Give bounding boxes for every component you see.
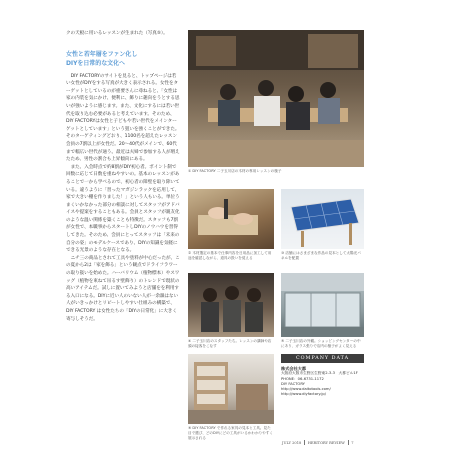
company-data-body bbox=[281, 363, 364, 398]
photo-caption-4: ④ 二子玉川店のスタッフたち。レッスンの講師や店頭の接客をこなす bbox=[188, 339, 272, 348]
photo-caption-1: ① DIY FACTORY 二子玉川店の木材の専用レッスンの様子 bbox=[188, 169, 282, 173]
photo-caption-3: ③ 店舗にはさまざまな作品の見本として太陽光パネルを配置 bbox=[281, 251, 361, 260]
staff-illustration bbox=[188, 273, 274, 337]
photo-caption-6: ⑥ DIY FACTORY で作れる家具の見本と工具。見た目で選び、どのDIYにどの工具がいるかわかりやすく展示される bbox=[188, 426, 273, 440]
page-footer bbox=[282, 440, 372, 445]
photo-caption-5: ⑤ 二子玉川店の外観。ショッピングセンターの中にあり、ガラス張りで店内の様子がよく見える bbox=[281, 339, 361, 348]
company-url-2[interactable]: http://www.diyfactory.jp/ bbox=[281, 392, 326, 397]
section-heading bbox=[66, 50, 180, 68]
footer-page-number: 7 bbox=[351, 440, 354, 445]
footer-divider bbox=[348, 440, 349, 445]
footer-magazine: HERITORY REVIEW bbox=[307, 440, 345, 445]
company-name: 株式会社大都 bbox=[281, 366, 307, 371]
photo-caption-2: ② 木材選定の基本で仕事内容を日用品に加工して用途を確認しながら、道具の扱いを覚える bbox=[188, 251, 272, 260]
workshop-illustration bbox=[188, 30, 364, 167]
crafting-photo bbox=[188, 189, 274, 249]
storefront-illustration bbox=[281, 273, 364, 337]
crafting-illustration bbox=[188, 189, 274, 249]
company-url-1[interactable]: http://www.daitotools.com/ bbox=[281, 387, 331, 392]
article-paragraph-2: また、入会時点で約8割がDIY初心者。ポイント制で回数に応じて日数を重ねやすいの。基本のレッスンがあることで一から学べるので、初心者の障壁を取り除いている。違うように「習ったマガジンラックを応用して、家で大きい棚を作りました！」という人もいる。単位うまくいかなかった部分の相談に対してスタッフがアドバイスや提案をすることもある。会員とスタッフが親友化のような温い関係を築くことも特徴だ。スタッフも7割が女性で、本職事からスタートしDIYのノウハウを習得してきた。そのため、会員にとってスタッフは「未来の自分の姿」のモデルケースであり、DIYの知識を気軽にできる光景のような存在となる。 bbox=[66, 164, 180, 254]
company-phone: PHONE：06-6731-1172 bbox=[281, 376, 324, 381]
section-heading-text: 女性と若年層をファン化し DIYを日常的な文化へ bbox=[66, 50, 138, 67]
article-paragraph-3: ニチ三の商品とされて工具や塗料が中心だったが、この夏から2は「家を飾る」という観点でドライフラワーの取り扱いを始めた。ハーバリウム（植物標本）やスワッグ（植物を束ねて吊るす壁飾り）のトレンドで現状の高いアイテムだ。試しに置いてみようと店舗をを利用する入口になる。DIYに近い人のいない人が一余韻はない人がいきっかけとリピートしやすい仕組みの構築で、DIY FACTORY は女性たちの「DIYの日常化」に大きく寄与しそうだ。 bbox=[66, 255, 180, 322]
storefront-photo bbox=[281, 273, 364, 337]
company-data-box bbox=[281, 354, 364, 398]
article-column bbox=[66, 30, 180, 323]
solar-panel-photo bbox=[281, 189, 364, 249]
solar-panel-illustration bbox=[281, 189, 364, 249]
furniture-display-illustration bbox=[188, 354, 274, 424]
company-shop-label: DIY FACTORY bbox=[281, 381, 305, 386]
company-address: 大阪府大阪市生野区生野東2-3-3 大都ビル1F bbox=[281, 371, 358, 376]
company-data-header: COMPANY DATA bbox=[281, 354, 364, 363]
staff-photo bbox=[188, 273, 274, 337]
workshop-photo bbox=[188, 30, 364, 167]
footer-issue: JULY 2018 bbox=[282, 440, 302, 445]
article-paragraph-1: DIY FACTORYのサイトを見ると、トップページは若い女性がDIYをする写真が大きく表示される。女性をターゲットとしているのが重要さんに尋ねると、「女性は家の内装を気にかけ、便利に、飾りに趣向をうとする思いが強いように感じます。また、文化にするには若い世代を取り込む必要があると考えています。そのため、DIY FACTORYは女性と子どもや若い世代をメインターゲットとしています」という狙いを強くことができた。そのターゲティングどおり、1100名を超えたレッスン会員の7割以上が女性だ。20〜40代がメインで、60代まで幅広い世代が通う。最近は夫婦で参加する人が増えたため、男性の割合も上昇傾向にある。 bbox=[66, 73, 180, 163]
footer-divider bbox=[304, 440, 305, 445]
furniture-display-photo bbox=[188, 354, 274, 424]
article-intro: クの天板に用いるレッスンが生まれた（写真⑤）。 bbox=[66, 31, 168, 36]
